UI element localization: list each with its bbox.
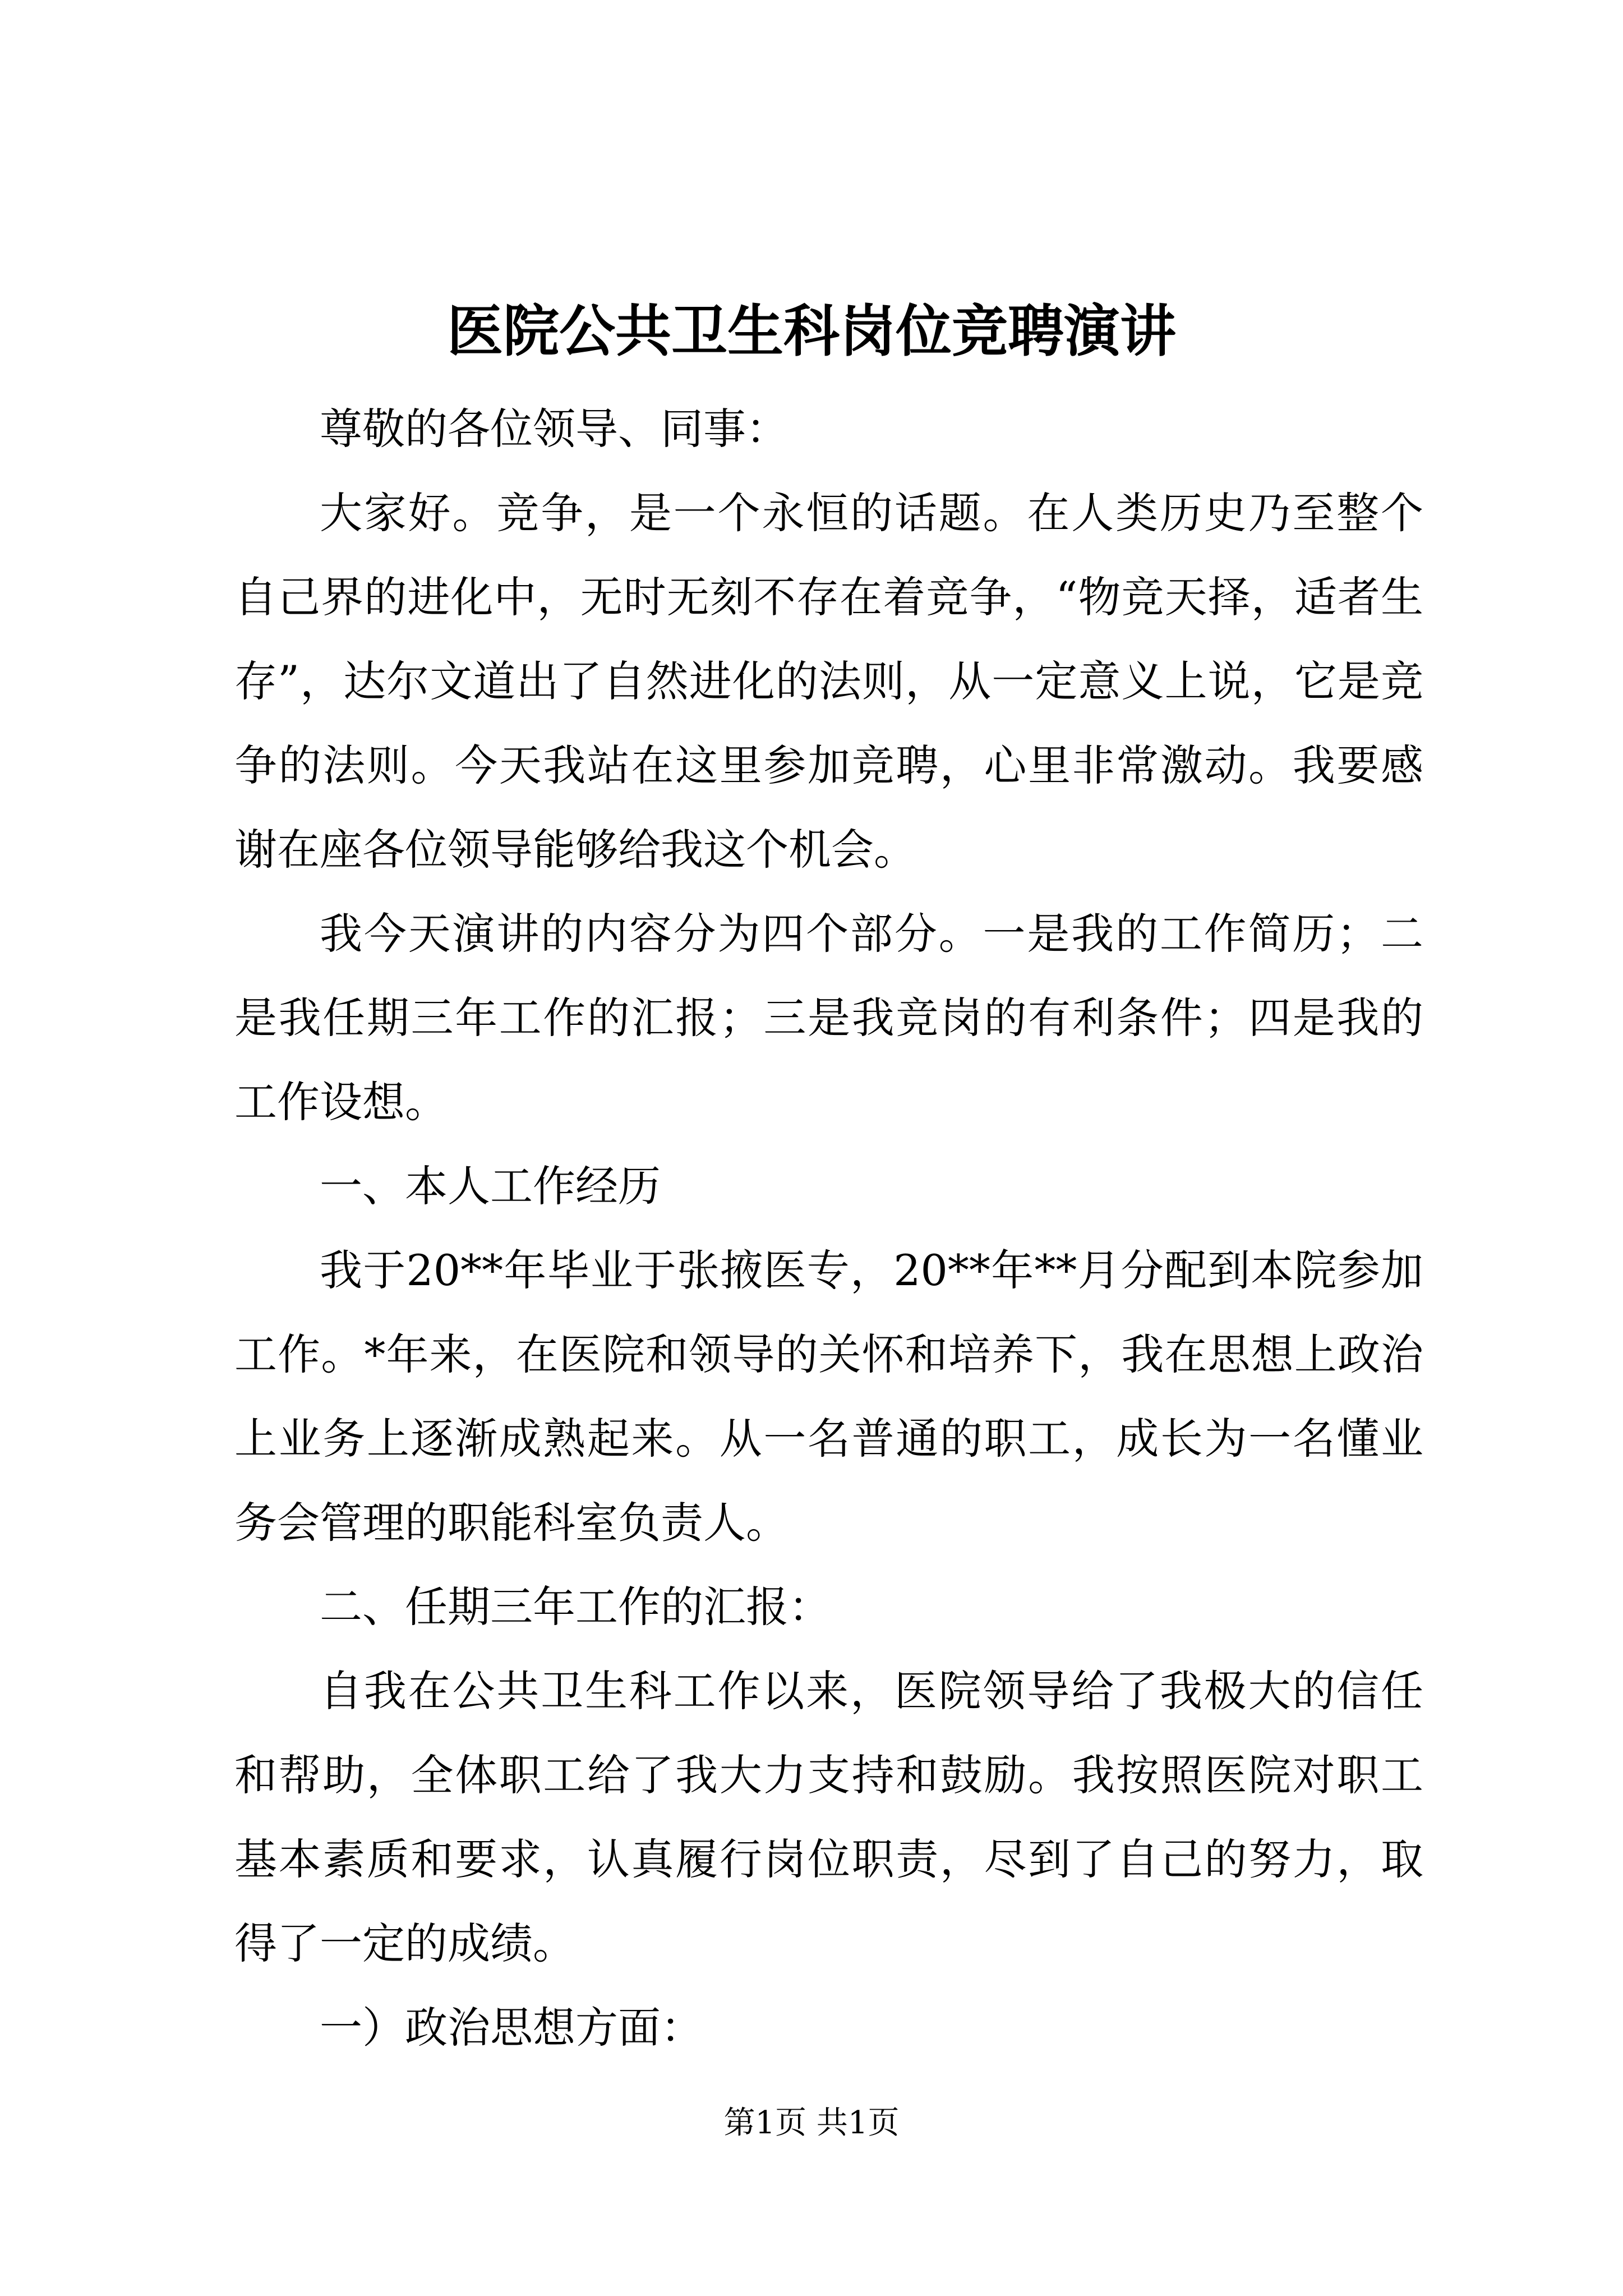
paragraph-report: 自我在公共卫生科工作以来，医院领导给了我极大的信任和帮助，全体职工给了我大力支持和鼓励。我按照医院对职工基本素质和要求，认真履行岗位职责，尽到了自己的努力，取得了一定的成绩。 [234,1666,1423,1968]
section-heading-1: 一、本人工作经历 [320,1161,661,1211]
section-heading-2: 二、任期三年工作的汇报： [320,1582,831,1632]
page-footer: 第1页 共1页 [723,2105,900,2141]
paragraph-outline: 我今天演讲的内容分为四个部分。一是我的工作简历；二是我任期三年工作的汇报；三是我竞岗的有利条件；四是我的工作设想。 [234,909,1423,1127]
salutation: 尊敬的各位领导、同事： [320,404,789,454]
paragraph-experience: 我于20**年毕业于张掖医专，20**年**月分配到本院参加工作。*年来，在医院和领导的关怀和培养下，我在思想上政治上业务上逐渐成熟起来。从一名普通的职工，成长为一名懂业务会管理的职能科室负责人。 [234,1245,1423,1548]
paragraph-intro: 大家好。竞争，是一个永恒的话题。在人类历史乃至整个自己界的进化中，无时无刻不存在着竞争，“物竞天择，适者生存”，达尔文道出了自然进化的法则，从一定意义上说，它是竞争的法则。今天我站在这里参加竞聘，心里非常激动。我要感谢在座各位领导能够给我这个机会。 [234,488,1423,875]
subsection-heading-1: 一）政治思想方面： [320,2003,703,2053]
document-title: 医院公共卫生科岗位竞聘演讲 [447,298,1176,364]
document-body [234,387,1423,2070]
